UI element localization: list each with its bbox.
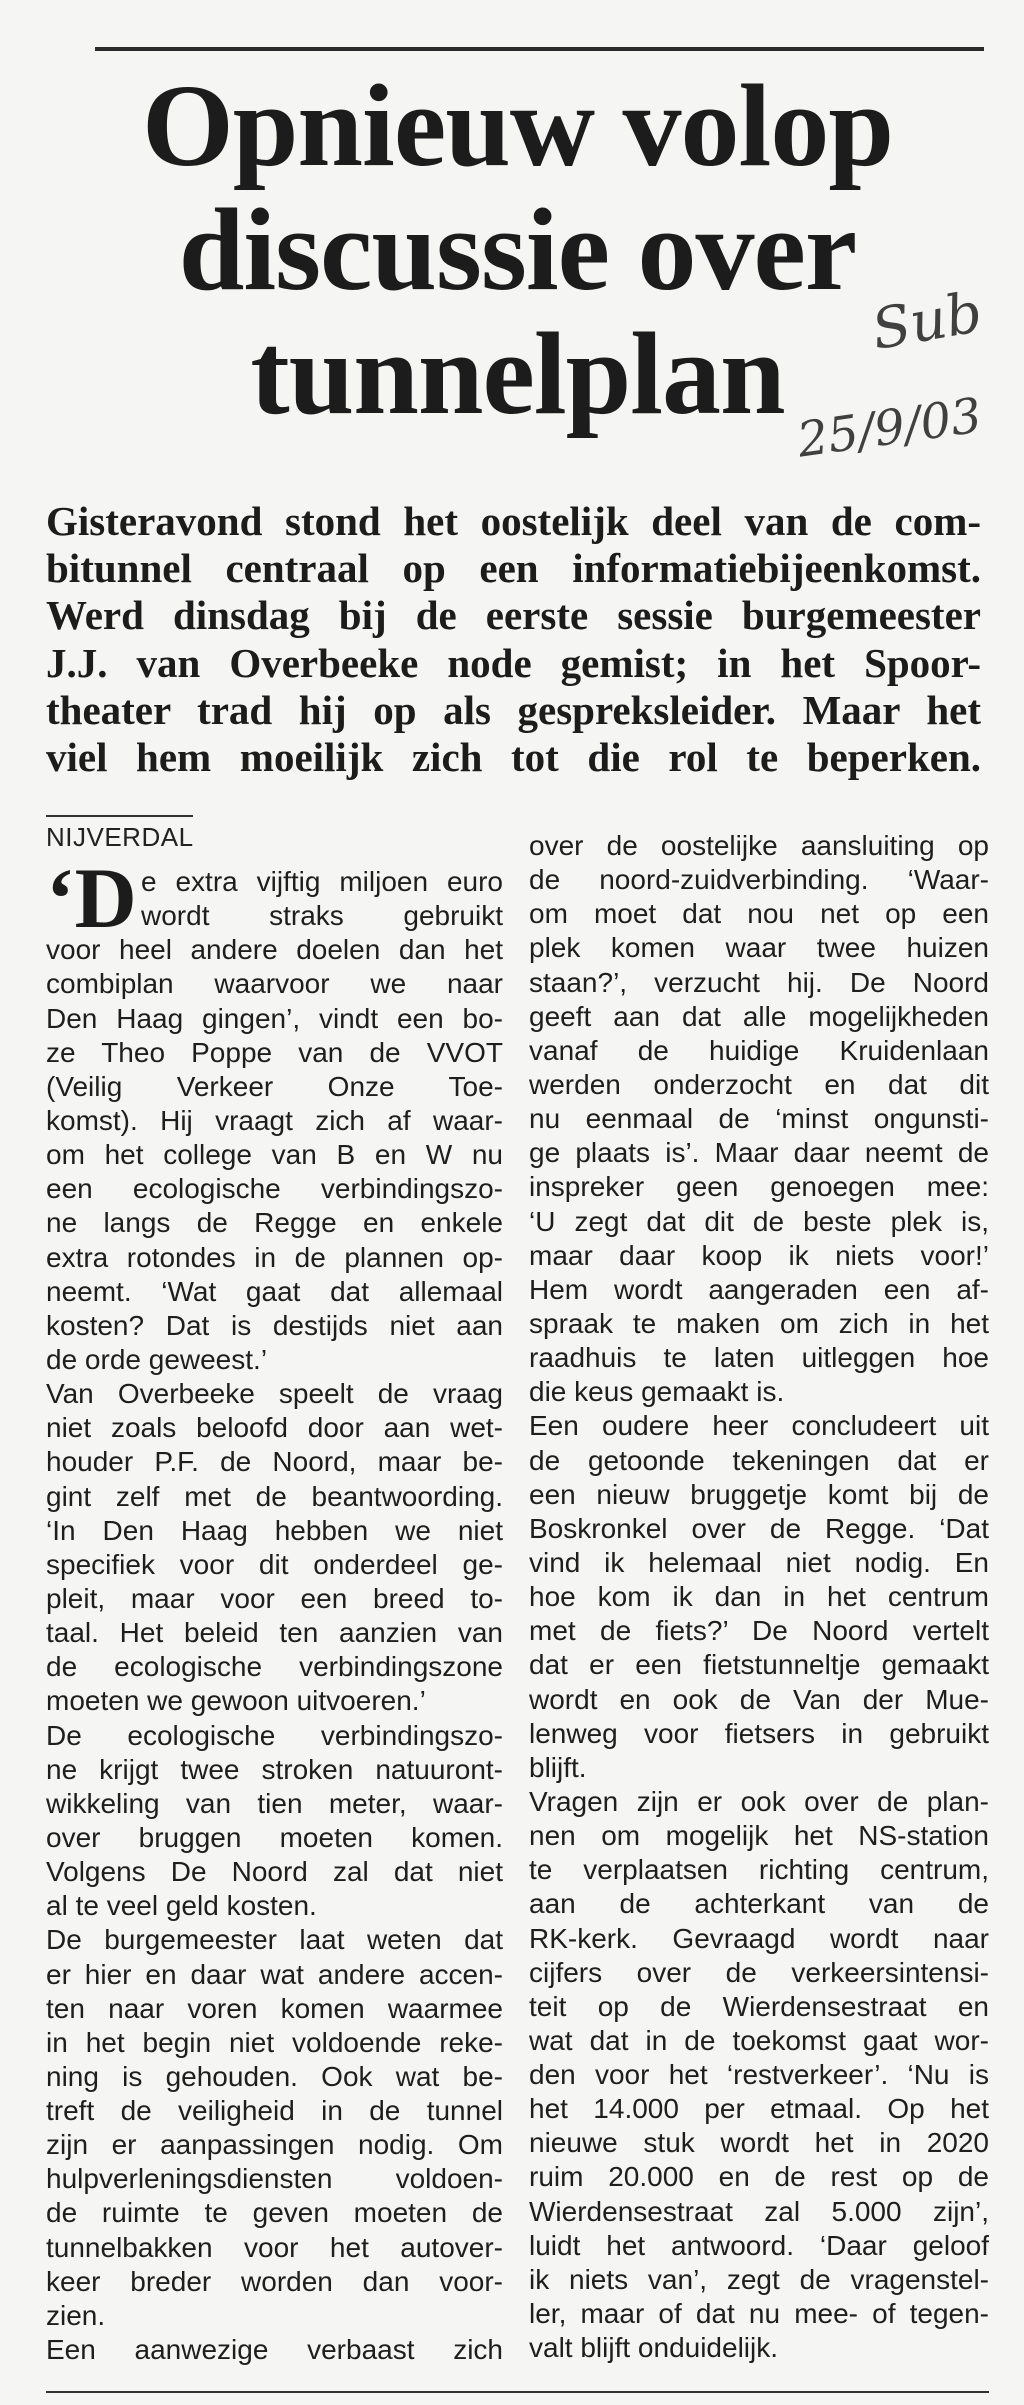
body-line: den voor het ‘restverkeer’. ‘Nu is [529,2059,989,2091]
dateline: NIJVERDAL [46,822,194,852]
lead-line: Gisteravond stond het oostelijk deel van de com- [46,498,981,544]
body-line: Vragen zijn er ook over de plan- [529,1785,989,1817]
body-line: ge plaats is’. Maar daar neemt de [529,1137,989,1169]
body-line: keer breder worden dan voor- [46,2265,503,2297]
lead-line: J.J. van Overbeeke node gemist; in het Spoor- [46,639,981,686]
body-line: De ecologische verbindingszo- [46,1719,503,1751]
body-line: om moet dat nou net op een [529,898,989,930]
body-line: valt blijft onduidelijk. [529,2332,779,2364]
body-line: teit op de Wierdensestraat en [529,1990,989,2022]
body-line: pleit, maar voor een breed to- [46,1582,503,1614]
body-line: gint zelf met de beantwoording. [46,1480,503,1512]
body-line: (Veilig Verkeer Onze Toe- [46,1070,503,1102]
body-line: nu eenmaal de ‘minst ongunsti- [529,1103,989,1135]
headline-line: Opnieuw volop [142,60,893,191]
body-line: voor heel andere doelen dan het [46,934,503,966]
body-line: werden onderzocht en dat dit [529,1068,989,1100]
body-line: om het college van B en W nu [46,1139,503,1171]
body-line: luidt het antwoord. ‘Daar geloof [529,2229,989,2261]
body-line: nen om mogelijk het NS-station [529,1820,989,1852]
headline-line: discussie over [178,184,857,315]
body-line: neemt. ‘Wat gaat dat allemaal [46,1275,503,1307]
body-line: zijn er aanpassingen nodig. Om [46,2129,503,2161]
body-line: wordt en ook de Van der Mue- [529,1683,989,1715]
headline [46,60,989,439]
body-line: specifiek voor dit onderdeel ge- [46,1548,503,1580]
lead-line: viel hem moeilijk zich tot die rol te beperken. [46,733,981,780]
top-rule [95,47,984,51]
body-line: ik niets van’, zegt de vragenstel- [529,2263,989,2295]
body-line: hulpverleningsdiensten voldoen- [46,2163,503,2195]
drop-cap: ‘D [46,850,137,946]
body-line: moeten we gewoon uitvoeren.’ [46,1685,426,1717]
body-line: ning is gehouden. Ook wat be- [46,2060,503,2092]
body-line: wordt straks gebruikt [141,900,503,932]
handwritten-date: 25/9/03 [794,387,986,469]
body-line: over de oostelijke aansluiting op [529,830,989,861]
body-line: combiplan waarvoor we naar [46,968,503,1000]
body-line: Een oudere heer concludeert uit [529,1410,989,1442]
handwritten-initials: Sub [867,279,988,364]
body-line: kosten? Dat is destijds niet aan [46,1309,503,1341]
body-line: met de fiets?’ De Noord vertelt [529,1615,989,1647]
body-line: blijft. [529,1751,587,1783]
body-line: een nieuw bruggetje komt bij de [529,1478,989,1510]
body-line: er hier en daar wat andere accen- [46,1958,503,1990]
body-line: Van Overbeeke speelt de vraag [46,1378,503,1410]
body-line: ruim 20.000 en de rest op de [529,2161,989,2193]
body-line: extra rotondes in de plannen op- [46,1241,503,1273]
body-line: maar daar koop ik niets voor!’ [529,1239,989,1271]
body-line: vind ik helemaal niet nodig. En [529,1546,989,1578]
body-line: in het begin niet voldoende reke- [46,2026,503,2058]
body-column-2 [529,829,989,2365]
body-line: spraak te maken om zich in het [529,1307,989,1339]
body-line: lenweg voor fietsers in gebruikt [529,1717,989,1749]
body-line: ‘In Den Haag hebben we niet [46,1514,503,1546]
body-line: wikkeling van tien meter, waar- [46,1787,503,1819]
body-line: het 14.000 per etmaal. Op het [529,2093,989,2125]
body-line: Hem wordt aangeraden een af- [529,1273,989,1305]
body-line: raadhuis te laten uitleggen hoe [529,1342,989,1374]
body-line: Volgens De Noord zal dat niet [46,1856,503,1888]
body-line: niet zoals beloofd door aan wet- [46,1412,503,1444]
body-line: RK-kerk. Gevraagd wordt naar [529,1922,989,1954]
body-line: die keus gemaakt is. [529,1376,785,1408]
body-line: komst). Hij vraagt zich af waar- [46,1104,503,1136]
body-line: te verplaatsen richting centrum, [529,1854,989,1886]
body-column-1 [46,850,503,2367]
body-line: Den Haag gingen’, vindt een bo- [46,1002,503,1034]
body-line: De burgemeester laat weten dat [46,1924,503,1956]
body-line: de noord-zuidverbinding. ‘Waar- [529,864,989,896]
body-line: ler, maar of dat nu mee- of tegen- [529,2298,989,2330]
body-line: ne langs de Regge en enkele [46,1207,503,1239]
body-line: al te veel geld kosten. [46,1890,317,1922]
lead-paragraph [46,498,981,781]
body-line: dat er een fietstunneltje gemaakt [529,1649,989,1681]
body-line: over bruggen moeten komen. [46,1821,503,1853]
body-line: de ruimte te geven moeten de [46,2197,503,2229]
body-line: aan de achterkant van de [529,1888,989,1920]
lead-line: theater trad hij op als gespreksleider. Maar het [46,686,981,733]
body-line: tunnelbakken voor het autover- [46,2231,503,2263]
body-line: ten naar voren komen waarmee [46,1992,503,2024]
body-line: Een aanwezige verbaast zich [46,2334,503,2366]
body-line: staan?’, verzucht hij. De Noord [529,966,989,998]
lead-line: bitunnel centraal op een informatiebijeenkomst. [46,545,981,592]
body-line: nieuwe stuk wordt het in 2020 [529,2127,989,2159]
body-line: plek komen waar twee huizen [529,932,989,964]
body-line: ne krijgt twee stroken natuuront- [46,1753,503,1785]
headline-line: tunnelplan [250,308,785,439]
body-line: inspreker geen genoegen mee: [529,1171,989,1203]
body-line: treft de veiligheid in de tunnel [46,2095,503,2127]
body-line: Boskronkel over de Regge. ‘Dat [529,1512,989,1544]
body-line: taal. Het beleid ten aanzien van [46,1617,503,1649]
body-line: geeft aan dat alle mogelijkheden [529,1000,989,1032]
body-line: hoe kom ik dan in het centrum [529,1581,989,1613]
body-line: zien. [46,2299,106,2331]
body-line: ‘U zegt dat dit de beste plek is, [529,1205,989,1237]
body-line: e extra vijftig miljoen euro [141,866,503,897]
body-line: de orde geweest.’ [46,1343,268,1375]
body-line: een ecologische verbindingszo- [46,1173,503,1205]
body-line: de ecologische verbindingszone [46,1651,503,1683]
body-line: de getoonde tekeningen dat er [529,1444,989,1476]
dateline-rule [46,815,193,817]
body-line: vanaf de huidige Kruidenlaan [529,1034,989,1066]
body-line: cijfers over de verkeersintensi- [529,1956,989,1988]
lead-line: Werd dinsdag bij de eerste sessie burgemeester [46,592,981,639]
bottom-rule [46,2391,989,2393]
body-line: ze Theo Poppe van de VVOT [46,1036,503,1068]
body-line: wat dat in de toekomst gaat wor- [529,2024,989,2056]
body-line: houder P.F. de Noord, maar be- [46,1446,503,1478]
body-line: Wierdensestraat zal 5.000 zijn’, [529,2195,989,2227]
